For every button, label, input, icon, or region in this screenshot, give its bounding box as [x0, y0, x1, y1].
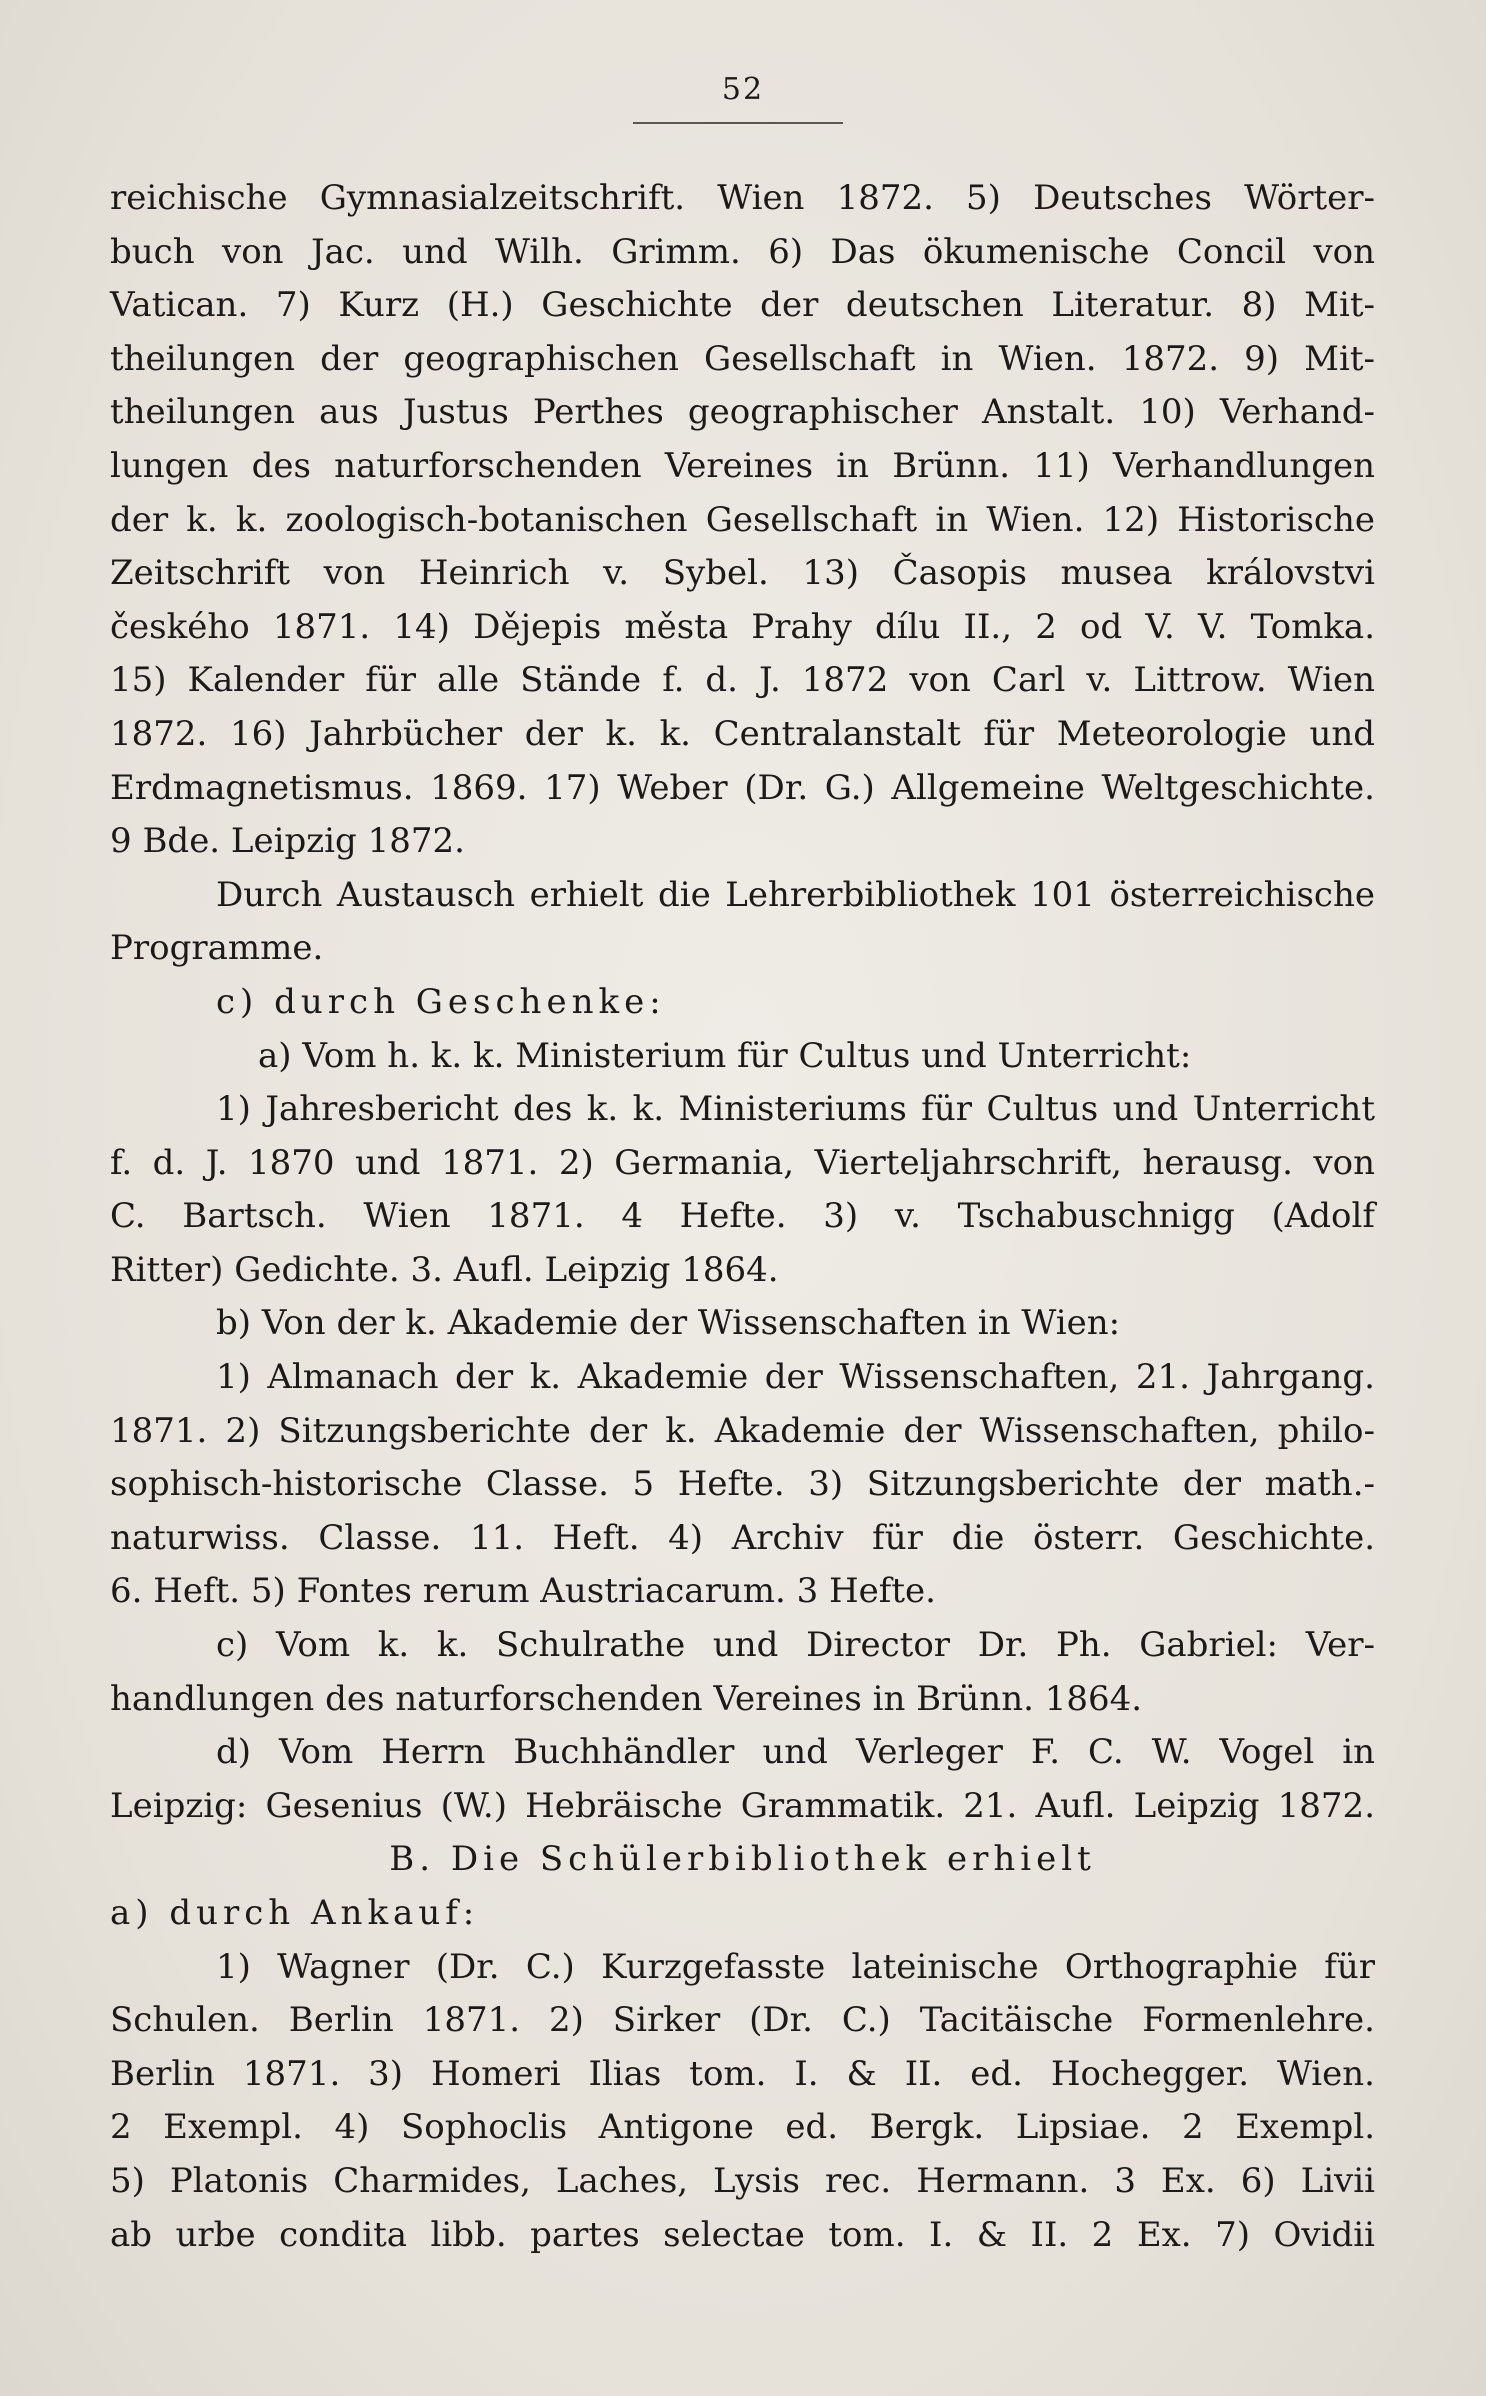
text-line: handlungen des naturforschenden Vereines in Brünn. 1864. [110, 1678, 1143, 1719]
page-number: 52 [721, 72, 765, 107]
text-line: a) Vom h. k. k. Ministerium für Cultus und Unterricht: [258, 1035, 1192, 1076]
text-line: d) Vom Herrn Buchhändler und Verleger F. C. W. Vogel in [216, 1732, 1375, 1773]
text-line: lungen des naturforschenden Vereines in Brünn. 11) Verhandlungen [110, 445, 1375, 486]
text-line: theilungen der geographischen Gesellschaft in Wien. 1872. 9) Mit- [110, 338, 1375, 379]
text-line: b) Von der k. Akademie der Wissenschaften in Wien: [216, 1303, 1121, 1344]
text-line: Durch Austausch erhielt die Lehrerbibliothek 101 österreichische [216, 874, 1375, 915]
text-line: 6. Heft. 5) Fontes rerum Austriacarum. 3 Hefte. [110, 1571, 936, 1612]
text-line: Vatican. 7) Kurz (H.) Geschichte der deutschen Literatur. 8) Mit- [110, 285, 1375, 326]
text-line: a) durch Ankauf: [110, 1893, 480, 1933]
text-line: 5) Platonis Charmides, Laches, Lysis rec. Hermann. 3 Ex. 6) Livii [110, 2160, 1375, 2201]
text-line: naturwiss. Classe. 11. Heft. 4) Archiv für die österr. Geschichte. [110, 1517, 1375, 1558]
text-line: 1871. 2) Sitzungsberichte der k. Akademie der Wissenschaften, philo- [110, 1410, 1375, 1451]
text-line: 1) Almanach der k. Akademie der Wissenschaften, 21. Jahrgang. [216, 1357, 1375, 1398]
text-line: der k. k. zoologisch-botanischen Gesellschaft in Wien. 12) Historische [110, 499, 1375, 540]
text-line: 2 Exempl. 4) Sophoclis Antigone ed. Bergk. Lipsiae. 2 Exempl. [110, 2107, 1375, 2148]
text-line: 1) Jahresbericht des k. k. Ministeriums für Cultus und Unterricht [216, 1089, 1375, 1130]
text-line: Ritter) Gedichte. 3. Aufl. Leipzig 1864. [110, 1249, 779, 1290]
text-line: C. Bartsch. Wien 1871. 4 Hefte. 3) v. Tschabuschnigg (Adolf [110, 1196, 1375, 1237]
text-line: Leipzig: Gesenius (W.) Hebräische Grammatik. 21. Aufl. Leipzig 1872. [110, 1785, 1375, 1826]
text-line: buch von Jac. und Wilh. Grimm. 6) Das ökumenische Concil von [110, 231, 1375, 272]
text-line: Zeitschrift von Heinrich v. Sybel. 13) Časopis musea královstvi [110, 553, 1375, 594]
text-line: 9 Bde. Leipzig 1872. [110, 821, 465, 862]
text-line: Berlin 1871. 3) Homeri Ilias tom. I. & II. ed. Hochegger. Wien. [110, 2053, 1375, 2094]
text-line: 1) Wagner (Dr. C.) Kurzgefasste lateinische Orthographie für [216, 1946, 1375, 1987]
text-line: sophisch-historische Classe. 5 Hefte. 3) Sitzungsberichte der math.- [110, 1464, 1375, 1505]
header-rule [633, 122, 843, 124]
text-line: reichische Gymnasialzeitschrift. Wien 1872. 5) Deutsches Wörter- [110, 178, 1375, 218]
text-line: theilungen aus Justus Perthes geographischer Anstalt. 10) Verhand- [110, 392, 1375, 433]
text-line: 1872. 16) Jahrbücher der k. k. Centralanstalt für Meteorologie und [110, 713, 1375, 754]
text-line: c) Vom k. k. Schulrathe und Director Dr. Ph. Gabriel: Ver- [216, 1625, 1375, 1666]
text-line: Programme. [110, 928, 324, 969]
text-line: c) durch Geschenke: [216, 981, 666, 1022]
text-line: ab urbe condita libb. partes selectae tom. I. & II. 2 Ex. 7) Ovidii [110, 2214, 1375, 2255]
text-line: 15) Kalender für alle Stände f. d. J. 1872 von Carl v. Littrow. Wien [110, 660, 1375, 701]
text-line: f. d. J. 1870 und 1871. 2) Germania, Vierteljahrschrift, herausg. von [110, 1142, 1375, 1183]
text-line: českého 1871. 14) Dějepis města Prahy dílu II., 2 od V. V. Tomka. [110, 606, 1375, 647]
text-line: B. Die Schülerbibliothek erhielt [389, 1839, 1096, 1880]
text-line: Erdmagnetismus. 1869. 17) Weber (Dr. G.) Allgemeine Weltgeschichte. [110, 767, 1375, 808]
text-line: Schulen. Berlin 1871. 2) Sirker (Dr. C.) Tacitäische Formenlehre. [110, 2000, 1375, 2041]
body-text [110, 172, 1375, 2262]
